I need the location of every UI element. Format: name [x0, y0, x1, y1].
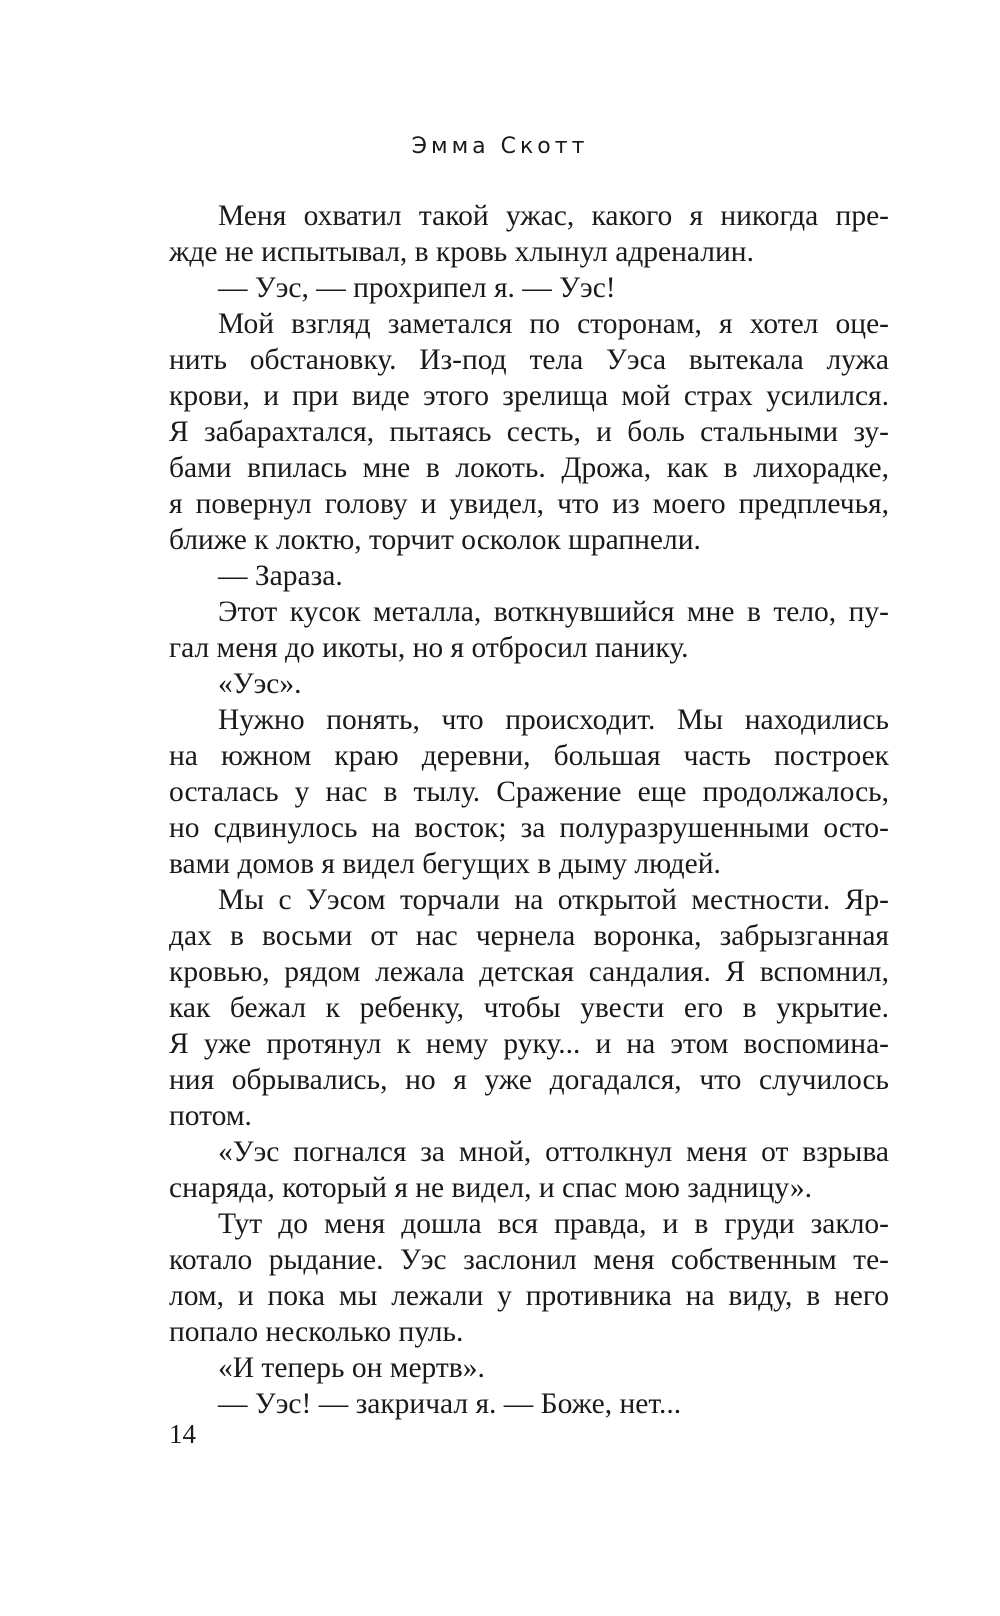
text-line: «Уэс погнался за мной, оттолкнул меня от взрыва: [218, 1136, 889, 1168]
text-line: потом.: [169, 1100, 252, 1132]
text-line: «Уэс».: [218, 668, 302, 700]
text-line: снаряда, который я не видел, и спас мою задницу».: [169, 1172, 812, 1204]
text-line: Тут до меня дошла вся правда, и в груди закло-: [218, 1208, 889, 1240]
text-line: бами впилась мне в локоть. Дрожа, как в лихорадке,: [169, 452, 889, 484]
text-line: «И теперь он мертв».: [218, 1352, 485, 1384]
text-line: крови, и при виде этого зрелища мой страх усилился.: [169, 380, 889, 412]
text-line: вами домов я видел бегущих в дыму людей.: [169, 848, 721, 880]
text-line: Я забарахтался, пытаясь сесть, и боль стальными зу-: [169, 416, 889, 448]
text-line: нить обстановку. Из-под тела Уэса вытекала лужа: [169, 344, 889, 376]
text-line: — Уэс! — закричал я. — Боже, нет...: [218, 1388, 682, 1420]
page-number: 14: [169, 1419, 196, 1449]
text-line: Этот кусок металла, воткнувшийся мне в тело, пу-: [218, 596, 889, 628]
text-line: гал меня до икоты, но я отбросил панику.: [169, 632, 689, 664]
text-line: — Зараза.: [218, 560, 343, 592]
text-line: Мой взгляд заметался по сторонам, я хотел оце-: [218, 308, 889, 340]
text-line: Меня охватил такой ужас, какого я никогда пре-: [218, 200, 889, 232]
text-line: котало рыдание. Уэс заслонил меня собственным те-: [169, 1244, 889, 1276]
text-line: ближе к локтю, торчит осколок шрапнели.: [169, 524, 701, 556]
text-line: дах в восьми от нас чернела воронка, забрызганная: [169, 920, 889, 952]
text-line: осталась у нас в тылу. Сражение еще продолжалось,: [169, 776, 889, 808]
text-line: жде не испытывал, в кровь хлынул адреналин.: [169, 236, 754, 268]
text-line: ния обрывались, но я уже догадался, что случилось: [169, 1064, 889, 1096]
running-head: Эмма Скотт: [411, 134, 589, 159]
text-line: но сдвинулось на восток; за полуразрушенными осто-: [169, 812, 889, 844]
body-text: [169, 198, 889, 1422]
text-line: на южном краю деревни, большая часть построек: [169, 740, 889, 772]
text-line: Я уже протянул к нему руку... и на этом воспомина-: [169, 1028, 889, 1060]
text-line: лом, и пока мы лежали у противника на виду, в него: [169, 1280, 889, 1312]
text-line: кровью, рядом лежала детская сандалия. Я вспомнил,: [169, 956, 889, 988]
text-line: Мы с Уэсом торчали на открытой местности. Яр-: [218, 884, 889, 916]
text-line: — Уэс, — прохрипел я. — Уэс!: [218, 272, 616, 304]
text-line: как бежал к ребенку, чтобы увести его в укрытие.: [169, 992, 889, 1024]
text-line: Нужно понять, что происходит. Мы находились: [218, 704, 889, 736]
text-line: я повернул голову и увидел, что из моего предплечья,: [169, 488, 889, 520]
text-line: попало несколько пуль.: [169, 1316, 464, 1348]
